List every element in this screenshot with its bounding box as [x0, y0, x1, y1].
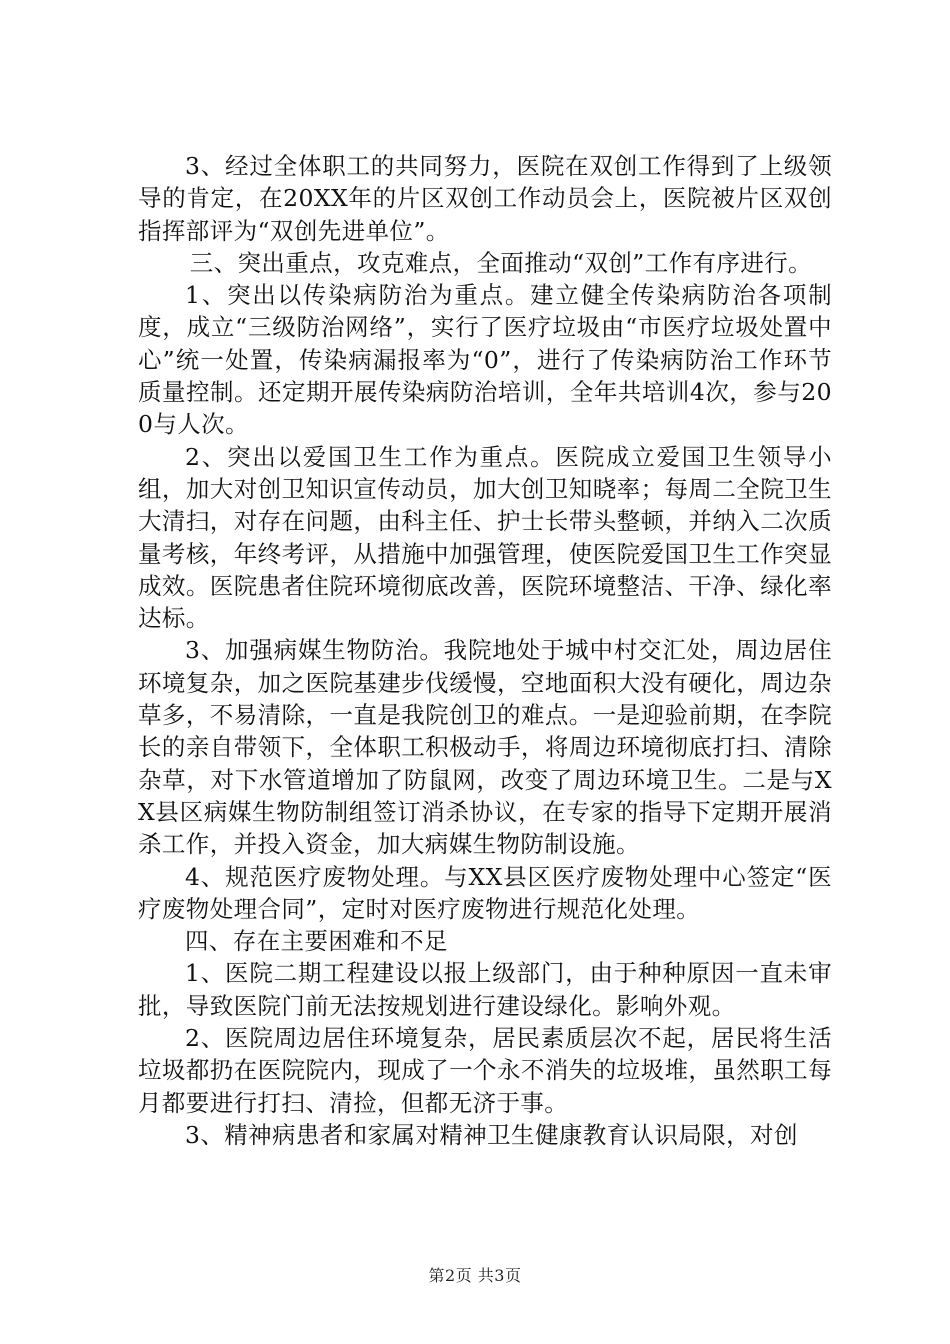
paragraph-difficulty-two: 2、医院周边居住环境复杂，居民素质层次不起，居民将生活垃圾都扔在医院院内，现成了一个永不消失的垃圾堆，虽然职工每月都要进行打扫、清捡，但都无济于事。 [138, 1024, 832, 1117]
paragraph-difficulty-three: 3、精神病患者和家属对精神卫生健康教育认识局限，对创 [185, 1120, 798, 1149]
paragraph-patriotic-health: 2、突出以爱国卫生工作为重点。医院成立爱国卫生领导小组，加大对创卫知识宣传动员，加大创卫知晓率；每周二全院卫生大清扫，对存在问题，由科主任、护士长带头整顿，并纳入二次质量考核，年终考评，从措施中加强管理，使医院爱国卫生工作突显成效。医院患者住院环境彻底改善，医院环境整洁、干净、绿化率达标。 [138, 442, 832, 633]
paragraph-infectious-disease: 1、突出以传染病防治为重点。建立健全传染病防治各项制度，成立“三级防治网络”，实行了医疗垃圾由“市医疗垃圾处置中心”统一处置，传染病漏报率为“0”，进行了传染病防治工作环节质量控制。还定期开展传染病防治培训，全年共培训4次，参与200与人次。 [138, 281, 832, 439]
page-number-footer: 第2页 共3页 [428, 1266, 522, 1285]
section-heading-three: 三、突出重点，攻克难点，全面推动“双创”工作有序进行。 [189, 248, 813, 277]
paragraph-difficulty-one: 1、医院二期工程建设以报上级部门，由于种种原因一直未审批，导致医院门前无法按规划进行建设绿化。影响外观。 [138, 959, 832, 1020]
paragraph-vector-control: 3、加强病媒生物防治。我院地处于城中村交汇处，周边居住环境复杂，加之医院基建步伐缓慢，空地面积大没有硬化，周边杂草多，不易清除，一直是我院创卫的难点。一是迎验前期，在李院长的亲自带领下，全体职工积极动手，将周边环境彻底打扫、清除杂草，对下水管道增加了防鼠网，改变了周边环境卫生。二是与XX县区病媒生物防制组签订消杀协议，在专家的指导下定期开展消杀工作，并投入资金，加大病媒生物防制设施。 [138, 636, 832, 859]
paragraph-achievement: 3、经过全体职工的共同努力，医院在双创工作得到了上级领导的肯定，在20XX年的片区双创工作动员会上，医院被片区双创指挥部评为“双创先进单位”。 [138, 152, 832, 245]
paragraph-medical-waste: 4、规范医疗废物处理。与XX县区医疗废物处理中心签定“医疗废物处理合同”，定时对医疗废物进行规范化处理。 [138, 862, 832, 923]
section-heading-four: 四、存在主要困难和不足 [185, 927, 448, 956]
document-body [138, 150, 832, 1151]
